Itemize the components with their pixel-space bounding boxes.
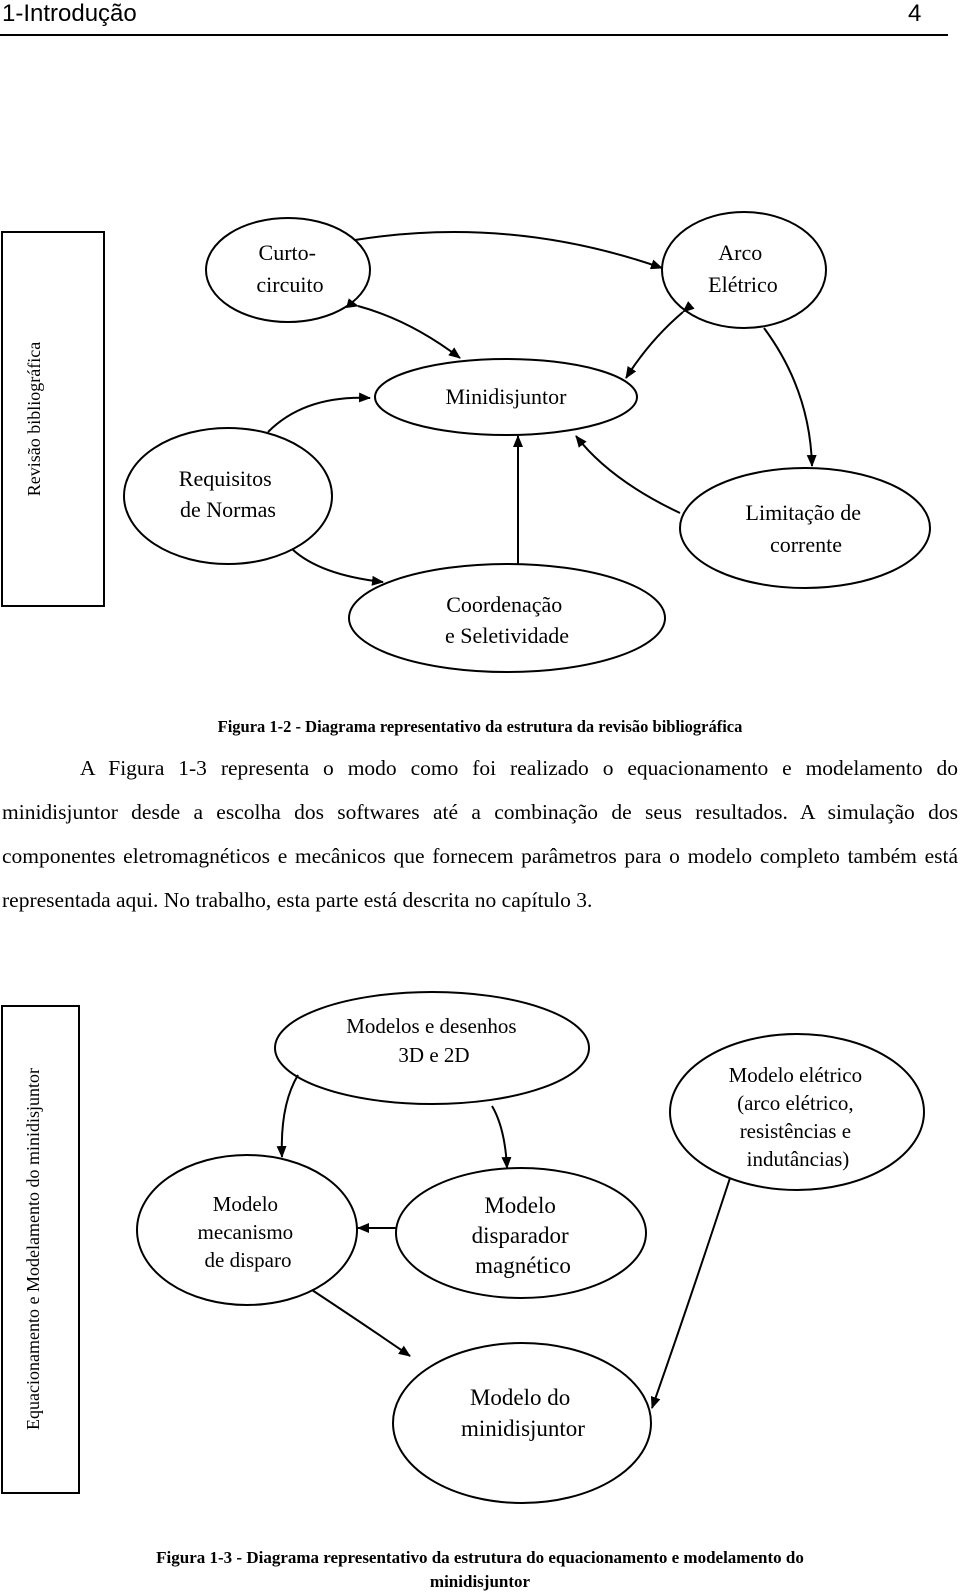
limitacao-label-2: corrente — [769, 532, 843, 557]
disparador-label-1: Modelo — [484, 1193, 556, 1218]
arrow-eletrico-minidisjuntor — [652, 1178, 730, 1408]
body-paragraph — [2, 746, 958, 922]
eletrico-label-2: (arco elétrico, — [737, 1091, 854, 1115]
arrow-curto-mini — [358, 306, 460, 358]
mecanismo-label-2: mecanismo — [197, 1220, 294, 1244]
revisao-side-label: Revisão bibliográfica — [24, 341, 44, 497]
eletrico-label-3: resistências e — [739, 1119, 852, 1143]
figure-1-2-caption: Figura 1-2 - Diagrama representativo da estrutura da revisão bibliográfica — [217, 717, 743, 736]
mecanismo-label-3: de disparo — [204, 1248, 292, 1272]
page-number: 4 — [908, 0, 922, 27]
arrow-arco-limitacao — [764, 328, 812, 466]
arrow-arco-mini — [626, 312, 683, 378]
coordenacao-label-1: Coordenação — [446, 592, 563, 617]
disparador-label-3: magnético — [475, 1253, 571, 1278]
figure-1-3 — [2, 992, 924, 1503]
body-text: A Figura 1-3 representa o modo como foi realizado o equacionamento e modelamento do minidisjuntor desde a escolha dos softwares até a combinação de seus resultados. A simulação dos componentes eletromagnéticos e mecânicos que fornecem parâmetros para o modelo completo também está representada aqui. No trabalho, esta parte está descrita no capítulo 3. — [2, 756, 958, 912]
svg-text:Minidisjuntor — [445, 384, 567, 409]
svg-text:Modelo disparador — [472, 1193, 575, 1278]
minidisjuntor-model-label-2: minidisjuntor — [461, 1416, 585, 1441]
node-limitacao — [680, 468, 930, 588]
curto-label-1: Curto- — [258, 240, 316, 265]
equacionamento-side-label: Equacionamento e Modelamento do minidisjuntor — [23, 1068, 43, 1430]
minidisjuntor-label: Minidisjuntor — [445, 384, 567, 409]
arrow-limitacao-mini — [576, 436, 680, 513]
figure-1-2 — [2, 212, 930, 672]
figure-1-3-caption-line-1: Figura 1-3 - Diagrama representativo da estrutura do equacionamento e modelamento do — [156, 1548, 804, 1567]
curto-label-2: circuito — [256, 272, 324, 297]
arrow-requisitos-mini — [268, 398, 370, 432]
chapter-header: 1-Introdução — [2, 0, 137, 27]
arco-label-2: Elétrico — [708, 272, 778, 297]
minidisjuntor-model-label-1: Modelo do — [469, 1385, 571, 1410]
node-coordenacao — [349, 564, 665, 672]
revisao-side-box — [2, 232, 104, 606]
arrow-requisitos-coordenacao — [292, 549, 383, 582]
arco-label-1: Arco — [718, 240, 763, 265]
coordenacao-label-2: e Seletividade — [444, 623, 570, 648]
limitacao-label-1: Limitação de — [745, 500, 861, 525]
arrow-curto-to-arco — [355, 232, 662, 268]
node-requisitos — [124, 428, 332, 564]
desenhos-label-2: 3D e 2D — [398, 1043, 470, 1067]
node-arco-eletrico — [662, 212, 826, 328]
disparador-label-2: disparador — [471, 1223, 569, 1248]
arrow-mecanismo-minidisjuntor — [312, 1290, 410, 1356]
arrow-desenhos-disparador — [492, 1106, 507, 1168]
figure-1-3-caption-line-2: minidisjuntor — [429, 1572, 531, 1591]
mecanismo-label-1: Modelo — [212, 1192, 279, 1216]
node-curto-circuito — [206, 218, 370, 322]
requisitos-label-1: Requisitos — [178, 466, 272, 491]
desenhos-label-1: Modelos e desenhos — [346, 1014, 517, 1038]
eletrico-label-1: Modelo elétrico — [728, 1063, 863, 1087]
eletrico-label-4: indutâncias) — [746, 1147, 850, 1171]
arrow-desenhos-mecanismo — [282, 1075, 298, 1157]
requisitos-label-2: de Normas — [180, 497, 276, 522]
